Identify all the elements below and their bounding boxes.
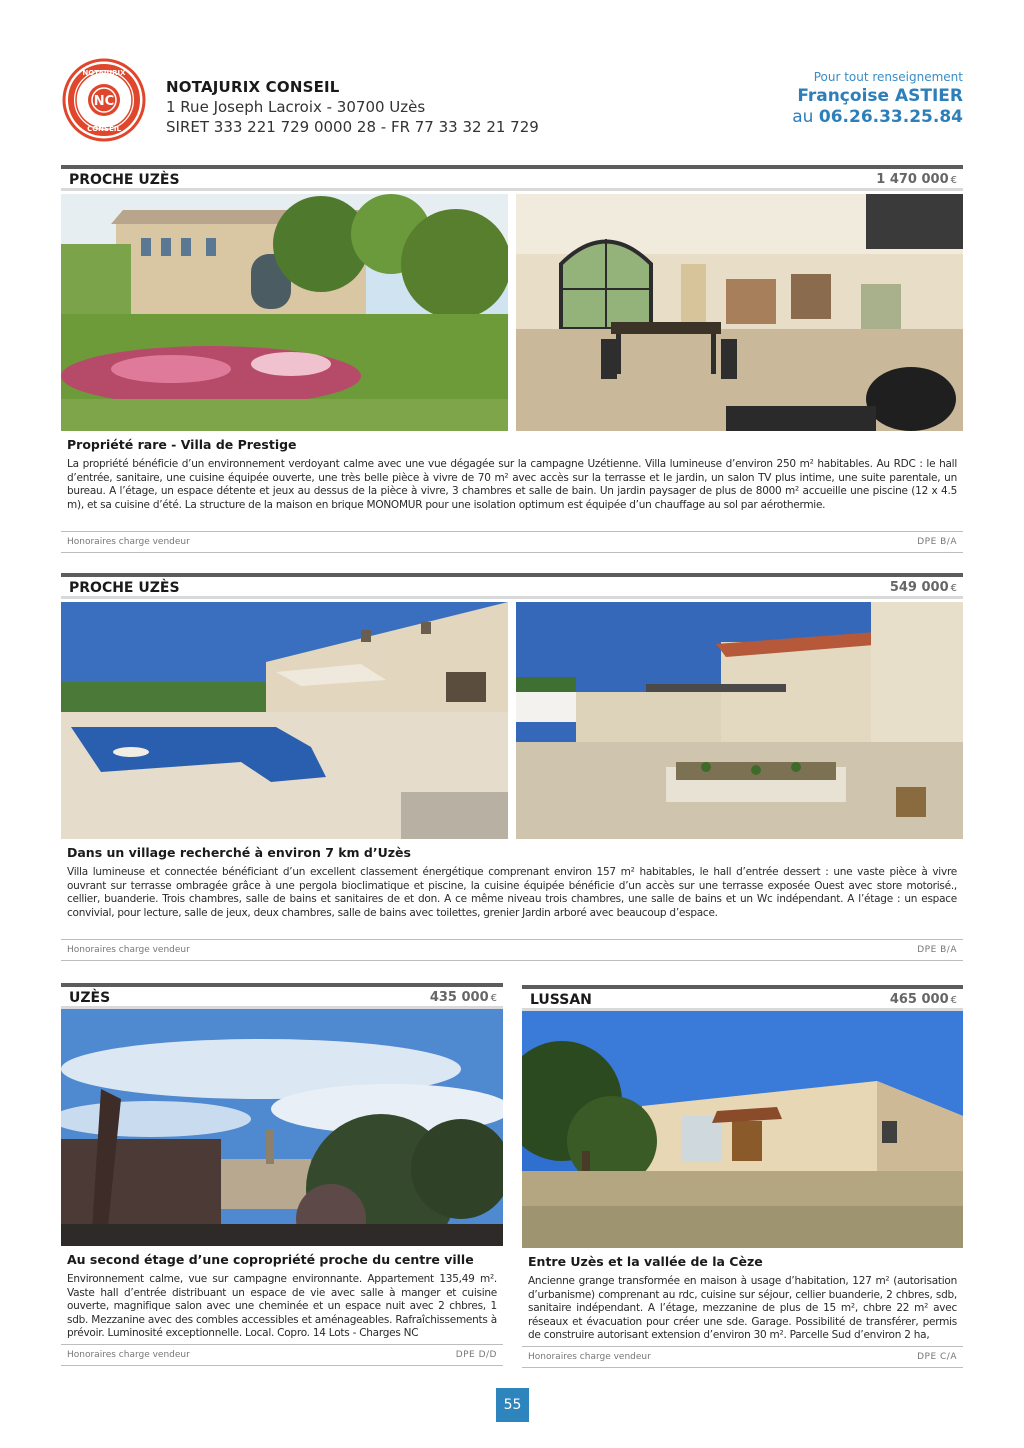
listing-description: Environnement calme, vue sur campagne environnante. Appartement 135,49 m². Vaste hall d’entrée distribuant un espace de vie avec salle à manger et cuisine ouverte, magnifique salon avec une cheminée et un espace nuit avec 2 chbres, 1 sdb. Mezzanine avec des combles accessibles et aménageables. Rafraîchissements à prévoir. Luminosité exceptionnelle. Local. Copro. 14 Lots - Charges NC <box>67 1273 497 1339</box>
listing-header <box>61 983 503 1009</box>
agency-siret: SIRET 333 221 729 0000 28 - FR 77 33 32 21 729 <box>166 118 539 136</box>
villa-interior-photo <box>516 194 963 431</box>
villa-exterior-photo <box>61 194 508 431</box>
listing-price: 549 000 € <box>889 580 957 595</box>
listing-2 <box>61 573 963 963</box>
listing-fees: Honoraires charge vendeur <box>67 945 190 955</box>
listing-title: Propriété rare - Villa de Prestige <box>67 437 297 452</box>
contact-block <box>792 70 963 127</box>
contact-phone: 06.26.33.25.84 <box>818 107 963 127</box>
listing-title: Dans un village recherché à environ 7 km d’Uzès <box>67 845 411 860</box>
listing-dpe: DPE C/A <box>917 1352 957 1362</box>
listing-header <box>522 985 963 1011</box>
svg-text:NC: NC <box>93 94 115 109</box>
listing-title: Au second étage d’une copropriété proche du centre ville <box>67 1252 474 1267</box>
listing-description: Ancienne grange transformée en maison à usage d’habitation, 127 m² (autorisation d’urbanisme) comprenant au rdc, cuisine sur séjour, cellier buanderie, 2 chbres, sdb, sanitaire indépendant. A l’étage, mezzanine de plus de 15 m², chbre 22 m² avec réseaux et évacuation pour créer une sde. Garage. Possibilité de transférer, permis de construire autorisant extension d’environ 30 m². Parcelle Sud d’environ 2 ha, <box>528 1275 957 1341</box>
village-view-photo <box>61 1009 503 1246</box>
listing-title: Entre Uzès et la vallée de la Cèze <box>528 1254 763 1269</box>
contact-phone-line <box>792 107 963 127</box>
listing-fees: Honoraires charge vendeur <box>67 537 190 547</box>
listing-description: La propriété bénéficie d’un environnement verdoyant calme avec une vue dégagée sur la campagne Uzétienne. Villa lumineuse d’environ 250 m² habitables. Au RDC : le hall d’entrée, sanitaire, une cuisine équipée ouverte, une très belle pièce à vivre de 70 m² avec accès sur la terrasse et le jardin, un salon TV plus intime, une suite parentale, un bureau. A l’étage, un espace détente et jeux au dessus de la pièce à vivre, 3 chambres et salle de bain. Un jardin paysager de plus de 8000 m² accueille une piscine (12 x 4.5 m), et sa cuisine d’été. La structure de la maison en brique MONOMUR pour une isolation optimum est équipée d’un chauffage au sol par aérothermie. <box>67 458 957 511</box>
agency-info <box>166 78 539 136</box>
listing-location: PROCHE UZÈS <box>69 172 180 188</box>
listing-price: 465 000 € <box>889 992 957 1007</box>
listing-description: Villa lumineuse et connectée bénéficiant d’un excellent classement énergétique comprenant environ 157 m² habitables, le hall d’entrée dessert : une vaste pièce à vivre ouvrant sur terrasse ombragée grâce à une pergola bioclimatique et piscine, la cuisine équipée bénéficie d’un accès sur une terrasse exposée Ouest avec store motorisé., cellier, buanderie. Trois chambres, salle de bains et sanitaires de et don. A ce même niveau trois chambres, une salle de bains et un Wc indépendant. A l’étage : un espace convivial, pour lecture, salle de jeux, deux chambres, salle de bains avec toilettes, grenier Jardin arboré avec beaucoup d’espace. <box>67 866 957 919</box>
listing-footer <box>61 1344 503 1366</box>
svg-text:CONSEIL: CONSEIL <box>87 125 121 133</box>
listing-4 <box>522 985 963 1375</box>
listing-price: 1 470 000 € <box>876 172 957 187</box>
listing-dpe: DPE B/A <box>917 537 957 547</box>
agency-name: NOTAJURIX CONSEIL <box>166 78 340 96</box>
pool-villa-photo <box>61 602 508 839</box>
listing-dpe: DPE D/D <box>455 1350 497 1360</box>
listing-1 <box>61 165 963 555</box>
listing-header <box>61 165 963 191</box>
listing-fees: Honoraires charge vendeur <box>528 1352 651 1362</box>
contact-intro: Pour tout renseignement <box>813 70 963 84</box>
agency-address: 1 Rue Joseph Lacroix - 30700 Uzès <box>166 98 426 116</box>
logo-seal-icon <box>62 58 146 142</box>
terrace-villa-photo <box>516 602 963 839</box>
listing-3 <box>61 983 503 1373</box>
agency-logo <box>62 58 146 142</box>
listing-price: 435 000 € <box>429 990 497 1005</box>
listing-footer <box>522 1346 963 1368</box>
listing-location: UZÈS <box>69 990 111 1006</box>
listing-header <box>61 573 963 599</box>
listing-footer <box>61 531 963 553</box>
listing-location: LUSSAN <box>530 992 592 1008</box>
contact-name: Françoise ASTIER <box>797 86 963 106</box>
listing-fees: Honoraires charge vendeur <box>67 1350 190 1360</box>
listing-location: PROCHE UZÈS <box>69 580 180 596</box>
listing-footer <box>61 939 963 961</box>
converted-barn-photo <box>522 1011 963 1248</box>
page-number: 55 <box>496 1388 529 1422</box>
contact-prefix: au <box>792 107 814 127</box>
listing-dpe: DPE B/A <box>917 945 957 955</box>
svg-text:NOTAJURIX: NOTAJURIX <box>82 69 126 77</box>
